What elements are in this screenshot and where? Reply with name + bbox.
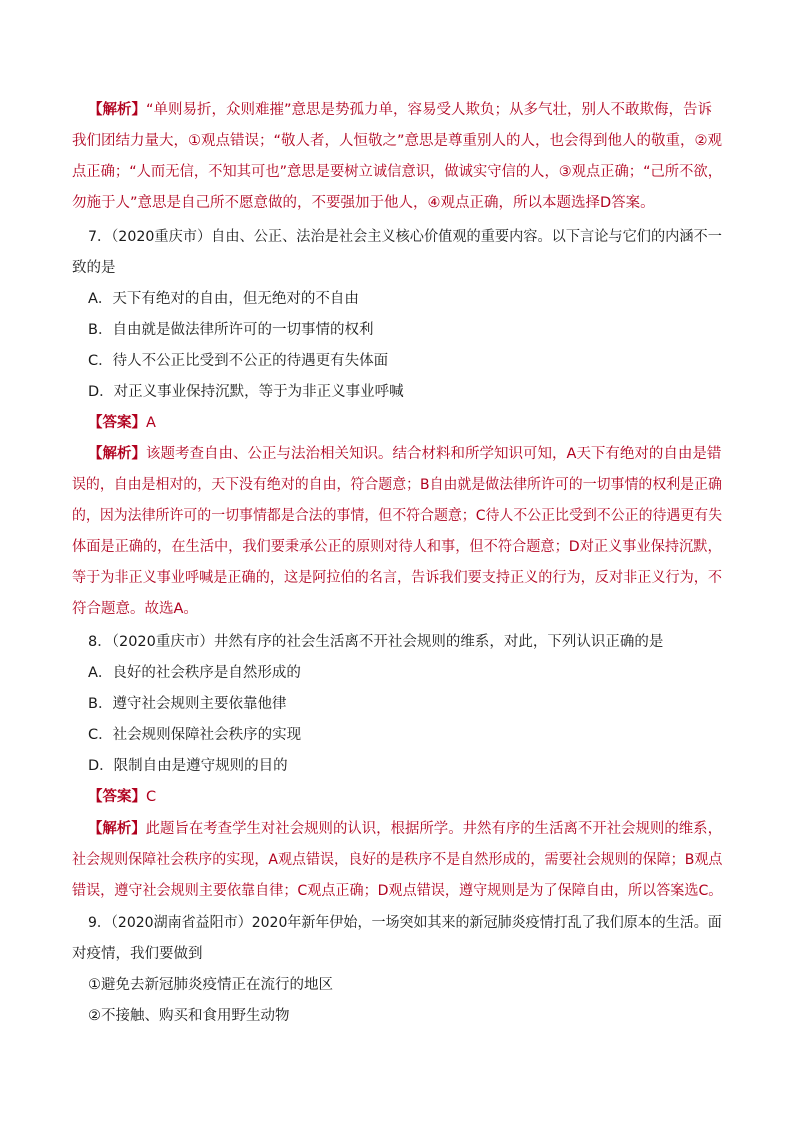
q8-stem-line-1: 8．（2020重庆市）井然有序的社会生活离不开社会规则的维系，对此，下列认识正确的是: [88, 634, 664, 650]
q7-analysis-line-1: 【解析】该题考查自由、公正与法治相关知识。结合材料和所学知识可知，A天下有绝对的自由是错: [88, 446, 722, 462]
answer-tag: 【答案】: [88, 789, 146, 805]
q7-analysis-line-4: 体面是正确的，在生活中，我们要秉承公正的原则对待人和事，但不符合题意；D对正义事业保持沉默，: [72, 539, 722, 555]
analysis-q6-line-1: 【解析】“单则易折，众则难摧”意思是势孤力单，容易受人欺负；从多气壮，别人不敢欺侮，告诉: [88, 102, 713, 118]
q7-stem-line-2: 致的是: [72, 260, 116, 276]
q7-stem-line-1: 7．（2020重庆市）自由、公正、法治是社会主义核心价值观的重要内容。以下言论与它们的内涵不一: [88, 229, 722, 245]
q8-analysis-line-1: 【解析】此题旨在考查学生对社会规则的认识，根据所学。井然有序的生活离不开社会规则的维系，: [88, 821, 722, 837]
q8-option-d: D．限制自由是遵守规则的目的: [88, 758, 288, 774]
q8-option-a: A．良好的社会秩序是自然形成的: [88, 665, 301, 681]
analysis-tag: 【解析】: [88, 446, 146, 462]
analysis-q6-line-3: 点正确；“人而无信，不知其可也”意思是要树立诚信意识，做诚实守信的人，③观点正确；“己所不欲，: [72, 164, 723, 180]
analysis-tag: 【解析】: [88, 821, 146, 837]
q7-analysis-line-6: 符合题意。故选A。: [72, 601, 198, 617]
analysis-tag: 【解析】: [88, 102, 146, 118]
q8-analysis-line-3: 错误，遵守社会规则主要依靠自律；C观点正确；D观点错误，遵守规则是为了保障自由，所以答案选C。: [72, 883, 723, 899]
q7-analysis-line-2: 误的，自由是相对的，天下没有绝对的自由，符合题意；B自由就是做法律所许可的一切事情的权利是正确: [72, 477, 722, 493]
analysis-q6-line-4: 勿施于人”意思是自己所不愿意做的，不要强加于他人，④观点正确，所以本题选择D答案。: [72, 195, 655, 211]
q9-stem-line-1: 9．（2020湖南省益阳市）2020年新年伊始，一场突如其来的新冠肺炎疫情打乱了我们原本的生活。面: [88, 915, 722, 931]
q8-analysis-line-2: 社会规则保障社会秩序的实现，A观点错误，良好的是秩序不是自然形成的，需要社会规则的保障；B观点: [72, 852, 723, 868]
q7-option-d: D．对正义事业保持沉默，等于为非正义事业呼喊: [88, 384, 404, 400]
q8-answer-value: C: [146, 789, 157, 805]
q7-analysis-line-3: 的，因为法律所许可的一切事情都是合法的事情，但不符合题意；C待人不公正比受到不公正的待遇更有失: [72, 508, 723, 524]
analysis-q6-line-2: 我们团结力量大，①观点错误；“敬人者，人恒敬之”意思是尊重别人的人，也会得到他人的敬重，②观: [72, 133, 723, 149]
q9-item-2: ②不接触、购买和食用野生动物: [88, 1008, 290, 1024]
q7-option-c: C．待人不公正比受到不公正的待遇更有失体面: [88, 353, 389, 369]
q8-option-c: C．社会规则保障社会秩序的实现: [88, 727, 302, 743]
q7-answer: [88, 413, 156, 433]
q9-item-1: ①避免去新冠肺炎疫情正在流行的地区: [88, 977, 333, 993]
q9-stem-line-2: 对疫情，我们要做到: [72, 946, 203, 962]
answer-tag: 【答案】: [88, 415, 146, 431]
q7-option-a: A．天下有绝对的自由，但无绝对的不自由: [88, 291, 359, 307]
q8-answer: [88, 787, 156, 807]
q7-option-b: B．自由就是做法律所许可的一切事情的权利: [88, 322, 374, 338]
q8-option-b: B．遵守社会规则主要依靠他律: [88, 696, 287, 712]
q7-answer-value: A: [146, 415, 156, 431]
q7-analysis-line-5: 等于为非正义事业呼喊是正确的，这是阿拉伯的名言，告诉我们要支持正义的行为，反对非正义行为，不: [72, 570, 722, 586]
